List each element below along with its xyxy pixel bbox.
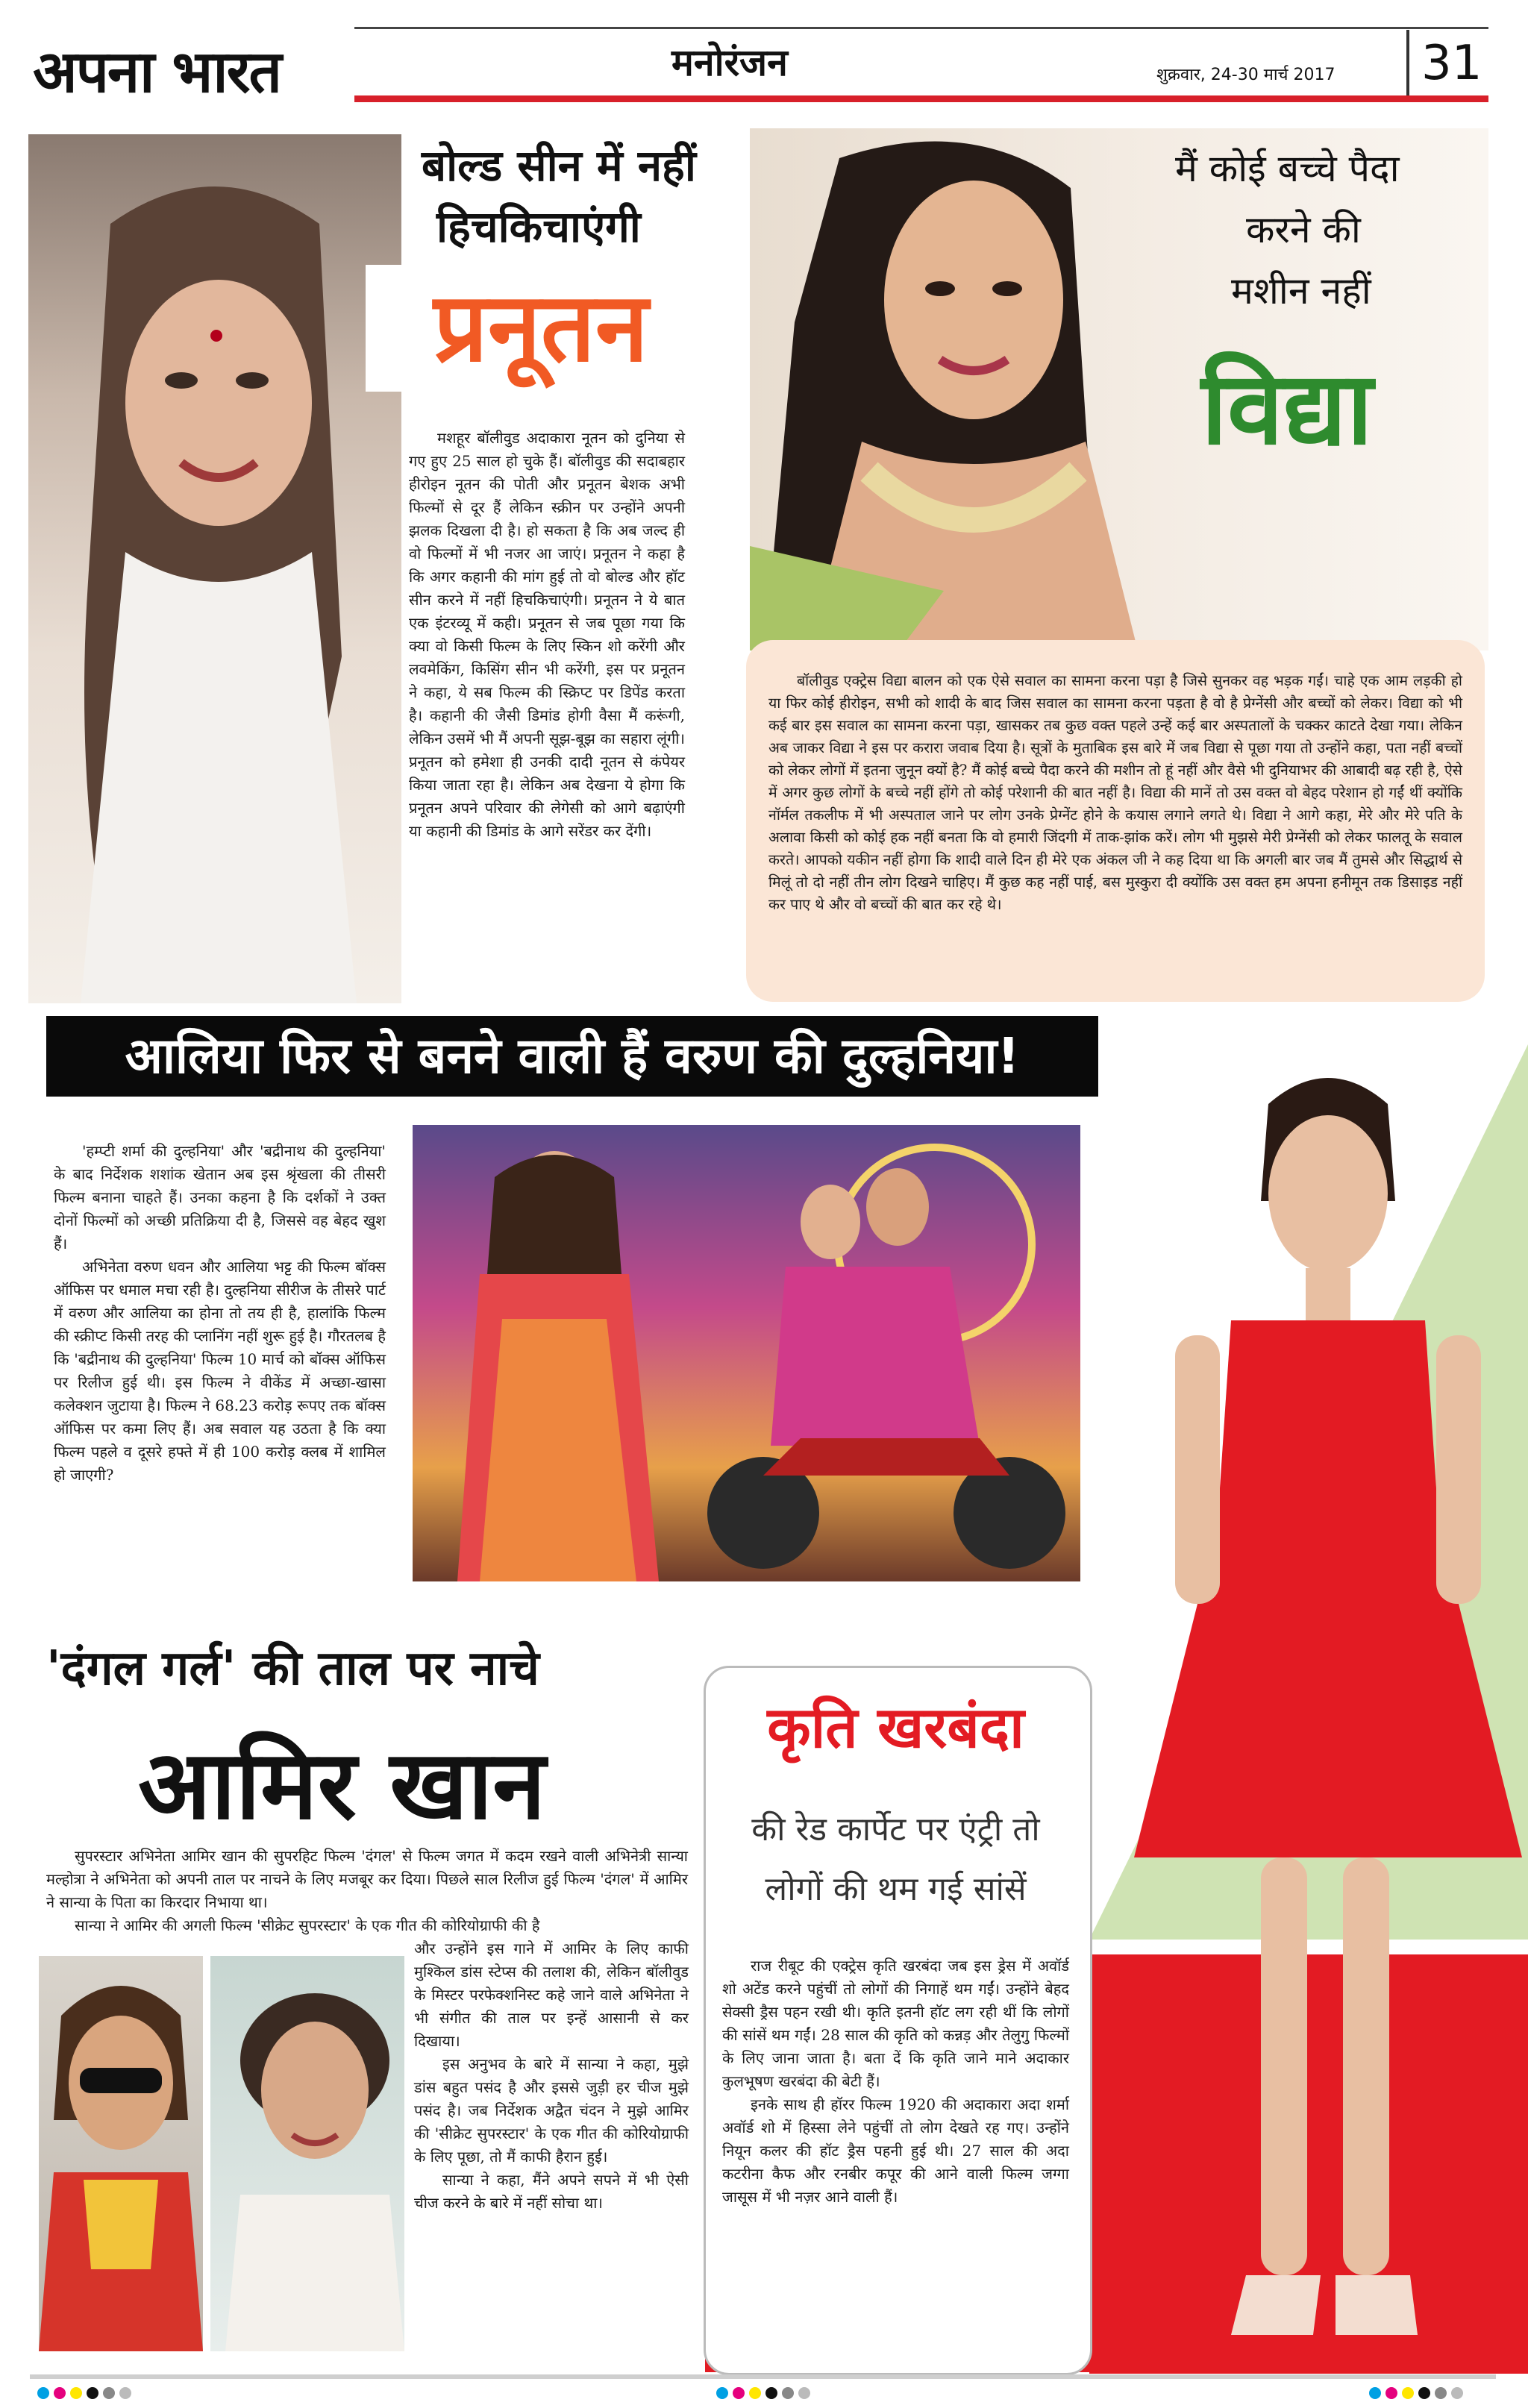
pranutan-kicker-line2: हिचकिचाएंगी: [436, 201, 641, 252]
aamir-photo: [39, 1956, 203, 2351]
woman-portrait-icon: [750, 128, 1488, 650]
aamir-para4: सान्या ने कहा, मैंने अपने सपने में भी ऐसी चीज करने के बारे में नहीं सोचा था।: [414, 2171, 689, 2212]
aamir-para1: सुपरस्टार अभिनेता आमिर खान की सुपरहिट फिल्म 'दंगल' से फिल्म जगत में कदम रखने वाली अभिनेत्री सान्या मल्होत्रा ने अभिनेता को अपनी ताल पर नाचने के लिए मजबूर कर दिया। पिछले साल रिलीज हुई फिल्म 'दंगल' में आमिर ने सान्या के पिता का किरदार निभाया था।: [46, 1847, 688, 1911]
registration-dots-left: [37, 2387, 136, 2402]
kriti-body: [722, 1954, 1069, 2209]
kriti-para2: इनके साथ ही हॉरर फिल्म 1920 की अदाकारा अदा शर्मा अवॉर्ड शो में हिस्सा लेने पहुंचीं तो लोग देखते रह गए। उन्होंने नियून कलर की हॉट ड्रैस पहनी हुई थी। 27 साल की अदा कटरीना कैफ और रनबीर कपूर की आने वाली फिल्म जग्गा जासूस में भी नज़र आने वाली हैं।: [722, 2095, 1069, 2206]
alia-varun-photo: [413, 1125, 1080, 1581]
man-with-sunglasses-icon: [39, 1956, 203, 2351]
pranutan-body: मशहूर बॉलीवुड अदाकारा नूतन को दुनिया से गए हुए 25 साल हो चुके हैं। बॉलीवुड की सदाबहार हीरोइन नूतन की पोती और प्रनूतन बेशक अभी फिल्मों से दूर हैं लेकिन स्क्रीन पर उन्होंने अपनी झलक दिखला दी है। हो सकता है कि अब जल्द ही वो फिल्मों में भी नजर आ जाएं। प्रनूतन ने कहा है कि अगर कहानी की मांग हुई तो वो बोल्ड और हॉट सीन करने में नहीं हिचकिचाएंगी। प्रनूतन ने ये बात एक इंटरव्यू में कही। प्रनूतन से जब पूछा गया कि क्या वो किसी फिल्म के लिए स्किन शो करेंगी और लवमेकिंग, किसिंग सीन भी करेंगी, इस पर प्रनूतन ने कहा, ये सब फिल्म की स्क्रिप्ट पर डिपेंड करता है। कहानी की जैसी डिमांड होगी वैसा मैं करूंगी, लेकिन उसमें भी मैं अपनी सूझ-बूझ का सहारा लूंगी। प्रनूतन को हमेशा ही उनकी दादी नूतन से कंपेयर किया जाता रहा है। लेकिन अब देखना ये होगा कि प्रनूतन अपने परिवार की लेगेसी को आगे बढ़ाएंगी या कहानी की डिमांड के आगे सरेंडर कर देंगी।: [409, 429, 685, 840]
aamir-para2b: और उन्होंने इस गाने में आमिर के लिए काफी मुश्किल डांस स्टेप्स की तलाश की, लेकिन बॉलीवुड के मिस्टर परफेक्शनिस्ट कहे जाने वाले अभिनेता ने भी संगीत की ताल पर इन्हें आसानी से कर दिखाया।: [414, 1940, 689, 2050]
pranutan-photo: [28, 134, 401, 1003]
registration-dots-right: [1369, 2387, 1468, 2402]
alia-para1: 'हम्प्टी शर्मा की दुल्हनिया' और 'बद्रीनाथ की दुल्हनिया' के बाद निर्देशक शशांक खेतान अब इस श्रृंखला की तीसरी फिल्म बनाना चाहते हैं। उनका कहना है कि दर्शकों ने उक्त दोनों फिल्मों को अच्छी प्रतिक्रिया दी है, जिससे वह बेहद खुश हैं।: [54, 1142, 386, 1252]
couple-on-motorbike-icon: [413, 1125, 1080, 1581]
pranutan-kicker-line1: बोल्ड सीन में नहीं: [422, 140, 696, 191]
vidya-name: विद्या: [1201, 350, 1374, 467]
dateline: शुक्रवार, 24-30 मार्च 2017: [1156, 66, 1336, 84]
vidya-kicker-line1: मैं कोई बच्चे पैदा: [1175, 147, 1400, 190]
woman-portrait-icon: [28, 134, 401, 1003]
header-rule-top: [354, 27, 1488, 29]
kriti-name: कृति खरबंदा: [767, 1694, 1024, 1760]
page-number: 31: [1421, 36, 1482, 91]
kriti-deck-line2: लोगों की थम गई सांसें: [765, 1870, 1027, 1908]
vidya-photo: [750, 128, 1488, 650]
aamir-body-column: [414, 1937, 689, 2215]
kriti-photo: [1104, 1052, 1522, 2350]
alia-body: [54, 1140, 386, 1487]
section-title: मनोरंजन: [671, 41, 788, 84]
sanya-photo: [210, 1956, 404, 2351]
aamir-para2a: सान्या ने आमिर की अगली फिल्म 'सीक्रेट सुपरस्टार' के एक गीत की कोरियोग्राफी की है: [75, 1916, 540, 1934]
vidya-kicker-line3: मशीन नहीं: [1231, 269, 1371, 313]
woman-red-dress-icon: [1104, 1052, 1522, 2350]
vidya-kicker-line2: करने की: [1246, 208, 1361, 251]
vidya-body: बॉलीवुड एक्ट्रेस विद्या बालन को एक ऐसे सवाल का सामना करना पड़ा है जिसे सुनकर वह भड़क गईं। चाहे एक आम लड़की हो या फिर कोई हीरोइन, सभी को शादी के बाद जिस सवाल का सामना करना पड़ता है वो है प्रेग्नेंसी और बच्चों को लेकर। विद्या को भी कई बार इस सवाल का सामना करना पड़ा, खासकर तब कुछ वक्त पहले उन्हें कई बार अस्पतालों के चक्कर काटते देखा गया। लेकिन अब जाकर विद्या ने इस पर करारा जवाब दिया है। सूत्रों के मुताबिक इस बारे में जब विद्या से पूछा गया तो उन्होंने कहा, पता नहीं बच्चों को लेकर लोगों में इतना जुनून क्यों है? मैं कोई बच्चे पैदा करने की मशीन तो हूं नहीं और वैसे भी दुनियाभर की आबादी बढ़ रही है, ऐसे में अगर कुछ लोगों के बच्चे नहीं होंगे तो कोई परेशानी की बात नहीं है। विद्या की मानें तो उस वक्त वो बेहद परेशान हो गईं थीं क्योंकि नॉर्मल तकलीफ में भी अस्पताल जाने पर लोग उनके प्रेग्नेंट होने के कयास लगाने लगते थे। विद्या ने आगे कहा, मेरे और मेरे पति के अलावा किसी को कोई हक नहीं बनता कि वो हमारी जिंदगी में ताक-झांक करें। लोग भी मुझसे मेरी प्रेग्नेंसी को लेकर फालतू के सवाल करते। आपको यकीन नहीं होगा कि शादी वाले दिन ही मेरे एक अंकल जी ने कह दिया था कि अगली बार जब मैं तुमसे और सिद्धार्थ से मिलूं तो दो नहीं तीन लोग दिखने चाहिए। मैं कुछ कह नहीं पाई, बस मुस्कुरा दी क्योंकि उस वक्त हम अपना हनीमून तक डिसाइड नहीं कर पाए थे और वो बच्चों की बात कर रहे थे।: [768, 672, 1462, 913]
aamir-name: आमिर खान: [138, 1730, 546, 1841]
registration-dots-center: [716, 2387, 815, 2402]
masthead: अपना भारत: [33, 39, 281, 106]
header-rule-red: [354, 95, 1488, 102]
alia-para2: अभिनेता वरुण धवन और आलिया भट्ट की फिल्म बॉक्स ऑफिस पर धमाल मचा रही है। दुल्हनिया सीरीज के तीसरे पार्ट में वरुण और आलिया का होना तो तय ही है, हालांकि फिल्म की स्क्रीप्ट किसी तरह की प्लानिंग नहीं शुरू हुई है। गौरतलब है कि 'बद्रीनाथ की दुल्हनिया' फिल्म 10 मार्च को बॉक्स ऑफिस पर रिलीज हुई थी। इस फिल्म ने वीकेंड में अच्छा-खासा कलेक्शन जुटाया है। फिल्म ने 68.23 करोड़ रूपए तक बॉक्स ऑफिस पर कमा लिए हैं। अब सवाल यह उठता है कि क्या फिल्म पहले व दूसरे हफ्ते में ही 100 करोड़ क्लब में शामिल हो जाएगी?: [54, 1258, 386, 1484]
woman-portrait-icon: [210, 1956, 404, 2351]
pranutan-name: प्रनूतन: [366, 265, 716, 392]
page-number-divider: [1406, 30, 1409, 95]
alia-headline: आलिया फिर से बनने वाली हैं वरुण की दुल्हनिया!: [46, 1016, 1098, 1097]
aamir-kicker: 'दंगल गर्ल' की ताल पर नाचे: [46, 1641, 539, 1696]
kriti-para1: राज रीबूट की एक्ट्रेस कृति खरबंदा जब इस ड्रेस में अवॉर्ड शो अटेंड करने पहुंचीं तो लोगों की निगाहें थम गईं। उन्होंने बेहद सेक्सी ड्रैस पहन रखी थी। कृति इतनी हॉट लग रही थीं कि लोगों की सांसें थम गईं। 28 साल की कृति को कन्नड़ और तेलुगु फिल्मों के लिए जाना जाता है। बता दें कि कृति जाने माने अदाकार कुलभूषण खरबंदा की बेटी हैं।: [722, 1957, 1069, 2090]
footer-rule: [30, 2374, 1496, 2379]
aamir-para3: इस अनुभव के बारे में सान्या ने कहा, मुझे डांस बहुत पसंद है और इससे जुड़ी हर चीज मुझे पसंद है। जब निर्देशक अद्वैत चंदन ने मुझे आमिर की 'सीक्रेट सुपरस्टार' के एक गीत की कोरियोग्राफी के लिए पूछा, तो मैं काफी हैरान हुई।: [414, 2055, 689, 2166]
kriti-deck-line1: की रेड कार्पेट पर एंट्री तो: [751, 1810, 1040, 1849]
